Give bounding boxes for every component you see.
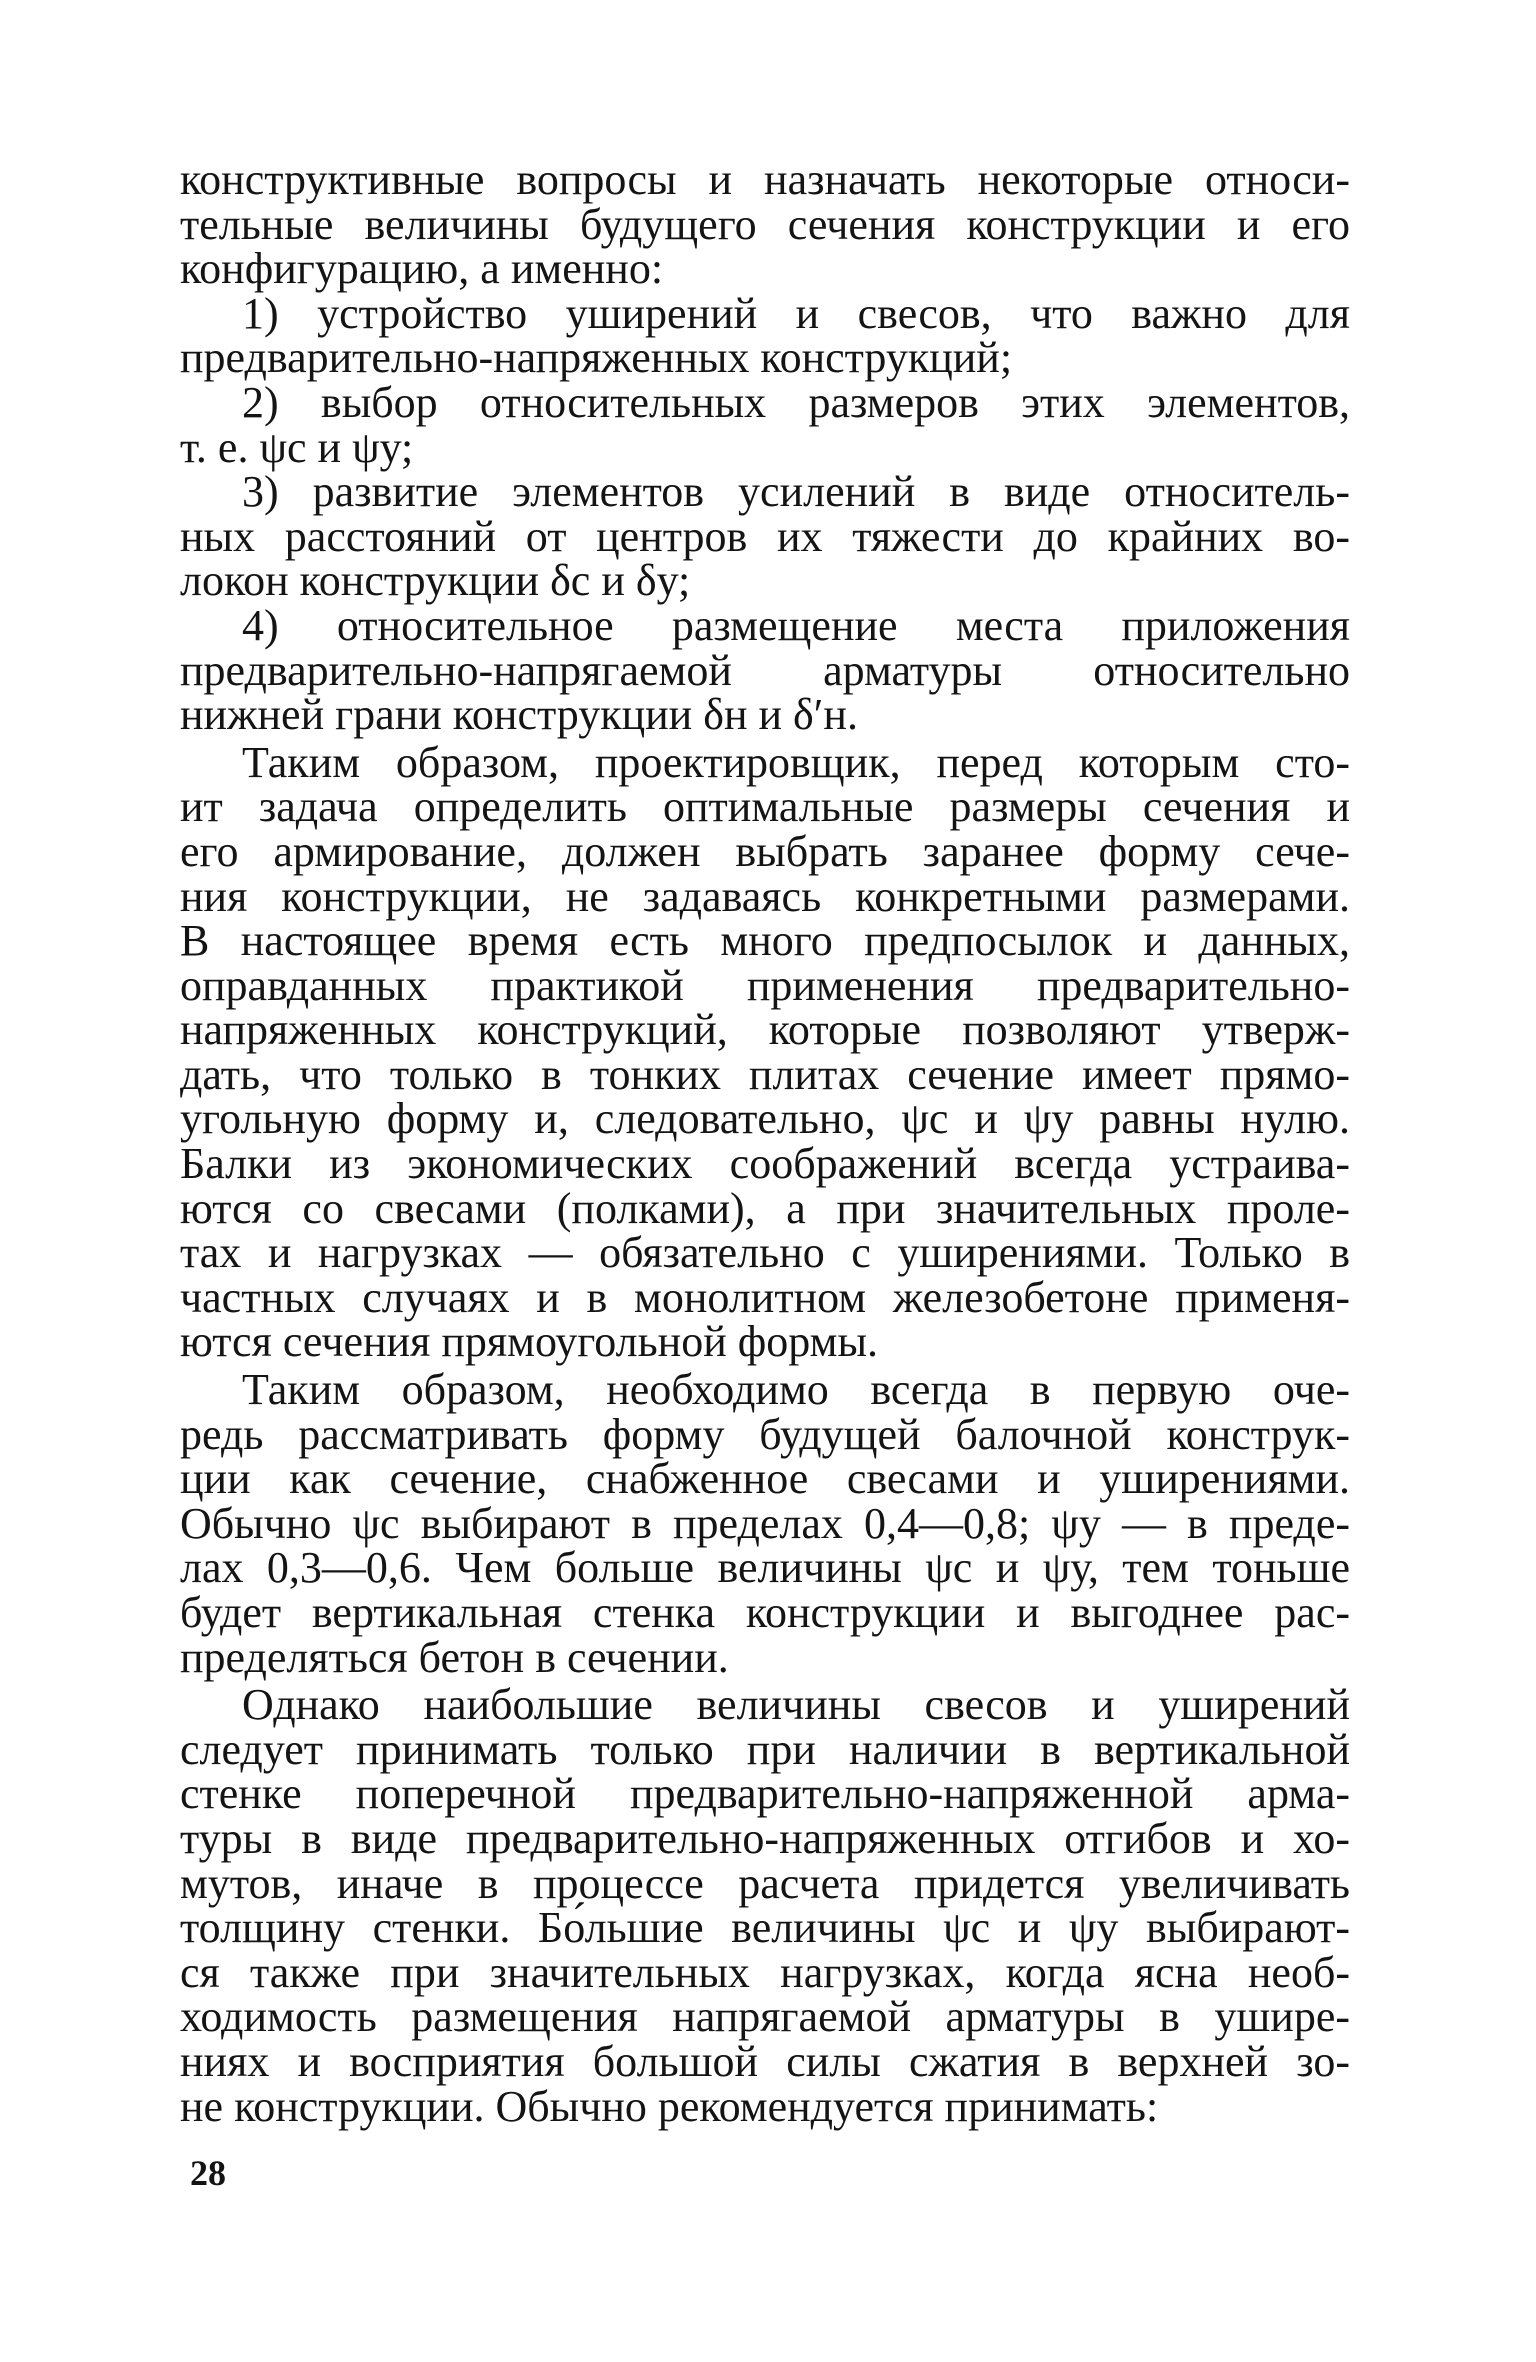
text-line: дать, что только в тонких плитах сечение имеет прямо- <box>180 1049 1350 1099</box>
text-line: его армирование, должен выбрать заранее форму сече- <box>180 826 1350 876</box>
text-line: тельные величины будущего сечения конструкции и его <box>180 199 1350 249</box>
text-line: ся также при значительных нагрузках, когда ясна необ- <box>180 1947 1350 1997</box>
text-line: 1) устройство уширений и свесов, что важно для <box>242 288 1350 338</box>
text-line: тах и нагрузках — обязательно с уширениями. Только в <box>180 1228 1350 1278</box>
page-text <box>180 155 1350 2131</box>
text-line: ции как сечение, снабженное свесами и уширениями. <box>180 1454 1350 1504</box>
page-number: 28 <box>190 2153 226 2193</box>
text-line: оправданных практикой применения предварительно- <box>180 960 1350 1010</box>
text-line: будет вертикальная стенка конструкции и выгоднее рас- <box>180 1588 1350 1637</box>
text-line: мутов, иначе в процессе расчета придется увеличивать <box>180 1858 1350 1908</box>
text-line: Таким образом, необходимо всегда в первую оче- <box>242 1365 1350 1415</box>
text-line: предварительно-напряженных конструкций; <box>180 333 1013 383</box>
text-line: предварительно-напрягаемой арматуры относительно <box>180 645 1350 695</box>
text-line: лах 0,3—0,6. Чем больше величины ψс и ψу, тем тоньше <box>180 1543 1350 1593</box>
text-line: ются сечения прямоугольной формы. <box>180 1317 879 1367</box>
text-line: напряженных конструкций, которые позволяют утверж- <box>180 1005 1350 1055</box>
text-line: конфигурацию, а именно: <box>180 244 664 294</box>
text-line: ниях и восприятия большой силы сжатия в верхней зо- <box>180 2036 1350 2086</box>
text-line: Балки из экономических соображений всегда устраива- <box>180 1139 1350 1189</box>
text-line: толщину стенки. Бо́льшие величины ψс и ψу выбирают- <box>180 1903 1350 1953</box>
text-line: ных расстояний от центров их тяжести до крайних во- <box>180 511 1350 561</box>
text-line: не конструкции. Обычно рекомендуется принимать: <box>180 2081 1159 2131</box>
text-line: нижней грани конструкции δн и δ′н. <box>180 690 858 740</box>
text-line: локон конструкции δс и δу; <box>180 556 691 606</box>
text-line: редь рассматривать форму будущей балочной конструк- <box>180 1409 1350 1459</box>
text-line: ит задача определить оптимальные размеры сечения и <box>180 782 1350 832</box>
text-line: 4) относительное размещение места приложения <box>242 600 1350 650</box>
text-line: Обычно ψс выбирают в пределах 0,4—0,8; ψу — в преде- <box>180 1498 1350 1548</box>
text-line: конструктивные вопросы и назначать некоторые относи- <box>180 155 1350 204</box>
text-line: частных случаях и в монолитном железобетоне применя- <box>180 1272 1350 1322</box>
text-line: 3) развитие элементов усилений в виде относитель- <box>242 467 1350 517</box>
text-line: ходимость размещения напрягаемой арматуры в ушире- <box>180 1992 1350 2042</box>
text-line: стенке поперечной предварительно-напряженной арма- <box>180 1769 1350 1819</box>
text-line: Таким образом, проектировщик, перед которым сто- <box>242 737 1350 787</box>
text-line: пределяться бетон в сечении. <box>180 1632 729 1682</box>
text-line: ются со свесами (полками), а при значительных проле- <box>180 1183 1350 1233</box>
text-line: угольную форму и, следовательно, ψс и ψу равны нулю. <box>180 1094 1350 1144</box>
text-line: В настоящее время есть много предпосылок и данных, <box>180 916 1350 966</box>
text-line: Однако наибольшие величины свесов и уширений <box>242 1680 1350 1730</box>
text-line: ния конструкции, не задаваясь конкретными размерами. <box>180 871 1350 921</box>
text-line: 2) выбор относительных размеров этих элементов, <box>242 377 1350 427</box>
text-line: следует принимать только при наличии в вертикальной <box>180 1724 1350 1774</box>
text-line: туры в виде предварительно-напряженных отгибов и хо- <box>180 1813 1350 1863</box>
text-line: т. е. ψс и ψу; <box>180 422 414 472</box>
